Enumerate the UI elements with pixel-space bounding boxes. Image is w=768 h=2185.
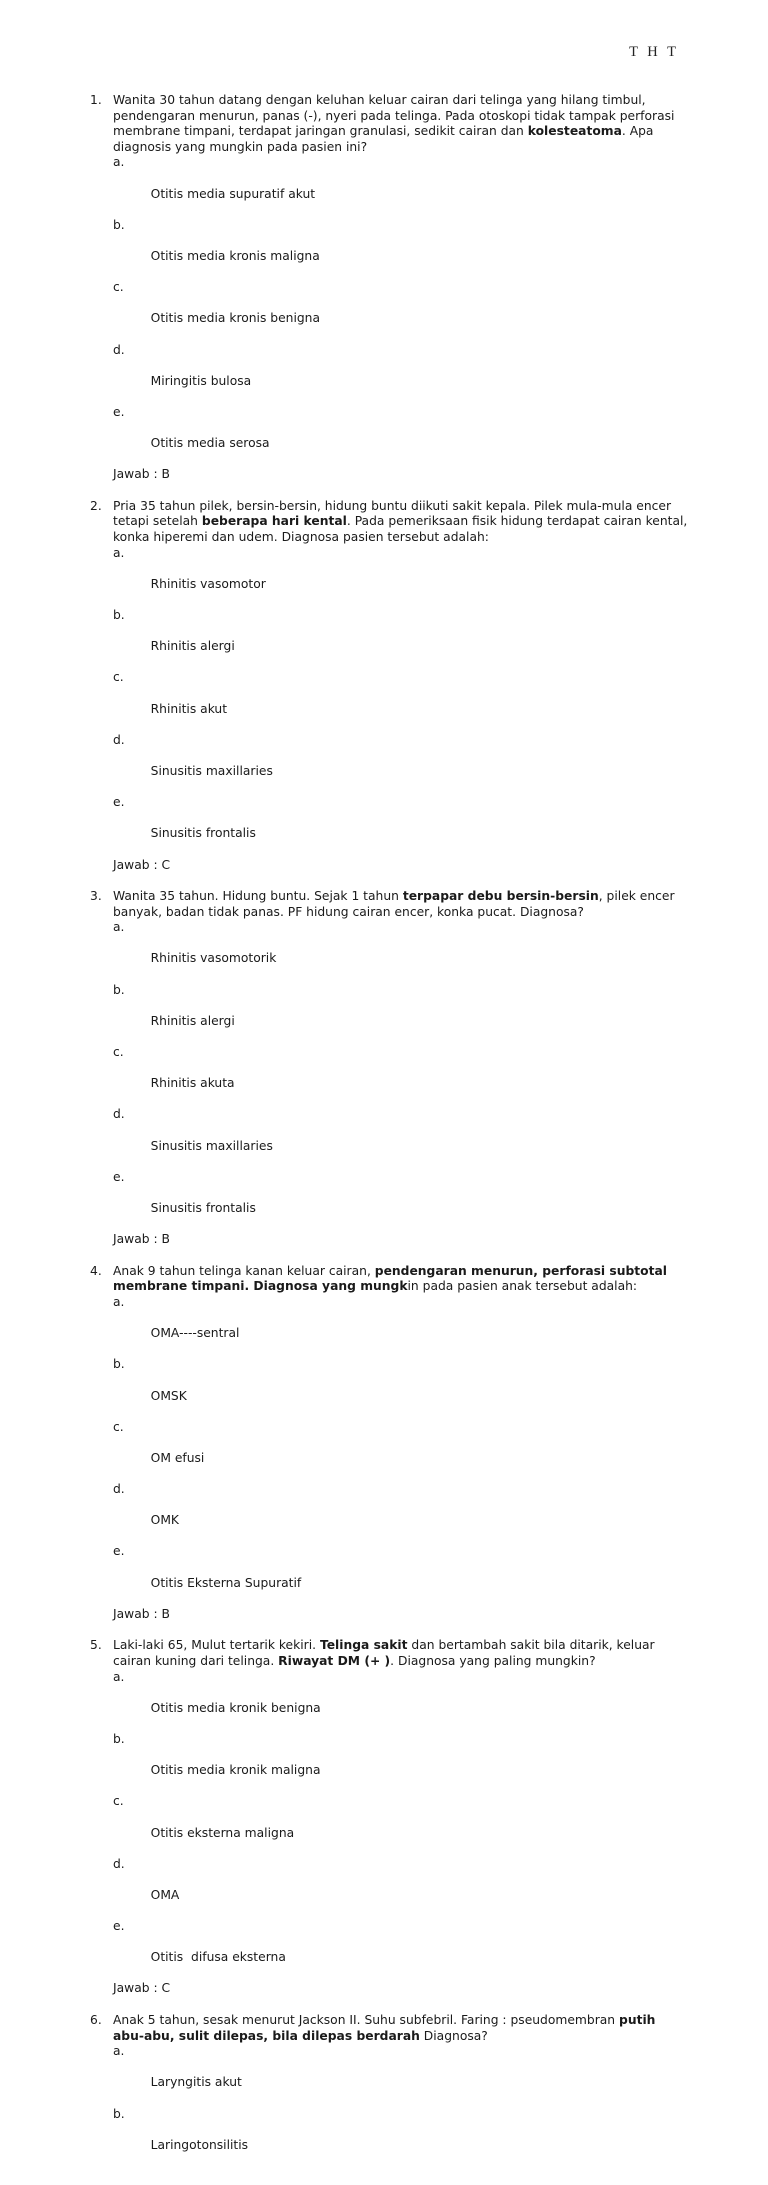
answer-option-e xyxy=(113,1170,690,1232)
option-text: Rhinitis akuta xyxy=(150,1076,235,1091)
option-text: OMSK xyxy=(150,1388,187,1403)
answer-option-d xyxy=(113,1857,690,1919)
option-letter: d. xyxy=(113,1107,125,1122)
answer-key: Jawab : B xyxy=(113,467,170,482)
option-letter: a. xyxy=(113,1669,125,1684)
option-letter: b. xyxy=(113,217,125,232)
text-segment: . Pada pemeriksaan fisik hidung terdapat cairan kental, konka hiperemi dan udem. Diagnosa pasien tersebut adalah: xyxy=(113,514,688,545)
option-letter: b. xyxy=(113,982,125,997)
answer-option-c xyxy=(113,280,690,342)
question-list xyxy=(90,93,690,2185)
option-list xyxy=(113,1295,690,1607)
option-text: OMA----sentral xyxy=(150,1326,240,1341)
question-number: 3. xyxy=(90,889,102,904)
option-letter: b. xyxy=(113,2106,125,2121)
question-number: 6. xyxy=(90,2013,102,2028)
question-text xyxy=(113,1264,690,1295)
option-text: Otitis difusa eksterna xyxy=(150,1950,286,1965)
option-text: Rhinitis vasomotor xyxy=(150,576,266,591)
option-text: Otitis Eksterna Supuratif xyxy=(150,1575,302,1590)
bold-text: Telinga sakit xyxy=(319,1638,408,1653)
option-letter: e. xyxy=(113,1544,125,1559)
option-letter: b. xyxy=(113,608,125,622)
option-letter: d. xyxy=(113,732,125,747)
answer-option-d xyxy=(113,1107,690,1169)
option-list xyxy=(113,155,690,467)
answer-option-c xyxy=(113,1045,690,1107)
question-number: 4. xyxy=(90,1263,102,1278)
answer-option-b xyxy=(113,2107,690,2169)
option-list xyxy=(113,920,690,1232)
question-number: 5. xyxy=(90,1638,102,1653)
text-segment: , pilek encer banyak, badan tidak panas. PF hidung cairan encer, konka pucat. Diagnosa? xyxy=(113,889,675,919)
answer-option-a xyxy=(113,920,690,982)
answer-option-d xyxy=(113,1482,690,1544)
answer-option-d xyxy=(113,343,690,405)
bold-text: kolesteatoma xyxy=(527,124,622,139)
question-2 xyxy=(90,499,690,873)
answer-key: Jawab : C xyxy=(113,1981,171,1996)
option-letter: c. xyxy=(113,280,124,295)
option-letter: b. xyxy=(113,1731,125,1746)
option-text: Rhinitis alergi xyxy=(150,639,235,654)
option-letter: c. xyxy=(113,1045,124,1060)
answer-key: Jawab : B xyxy=(113,1232,170,1247)
text-segment: Wanita 30 tahun datang dengan keluhan keluar cairan dari telinga yang hilang timbul, pendengaran menurun, panas (-), nyeri pada telinga. Pada otoskopi tidak tampak perforasi membrane timpani, terdapat jaringan granulasi, sedikit cairan dan xyxy=(113,93,675,139)
answer-option-c xyxy=(113,1794,690,1856)
option-letter: c. xyxy=(113,1419,124,1434)
option-letter: a. xyxy=(113,545,125,560)
question-text xyxy=(113,889,690,920)
answer-option-a xyxy=(113,1295,690,1357)
text-segment: Diagnosa? xyxy=(419,2028,488,2043)
question-number: 2. xyxy=(90,498,102,513)
option-letter: e. xyxy=(113,404,125,419)
bold-text: terpapar debu bersin-bersin xyxy=(402,889,599,904)
option-text: Rhinitis vasomotorik xyxy=(150,951,277,966)
bold-text: putih abu-abu, sulit dilepas, bila dilepas berdarah xyxy=(113,2013,656,2043)
option-list xyxy=(113,546,690,858)
answer-option-c xyxy=(113,1420,690,1482)
option-letter: a. xyxy=(113,920,125,935)
question-text xyxy=(113,2013,690,2044)
answer-option-e xyxy=(113,795,690,857)
option-letter: a. xyxy=(113,2044,125,2059)
option-text: Otitis media kronik benigna xyxy=(150,1700,321,1715)
answer-key: Jawab : C xyxy=(113,857,171,872)
question-6 xyxy=(90,2013,690,2169)
answer-option-e xyxy=(113,405,690,467)
question-4 xyxy=(90,1264,690,1623)
option-text: Sinusitis frontalis xyxy=(150,826,256,841)
option-text: Miringitis bulosa xyxy=(150,373,252,388)
option-text: Sinusitis frontalis xyxy=(150,1200,256,1215)
option-letter: a. xyxy=(113,1294,125,1309)
answer-option-e xyxy=(113,1919,690,1981)
page-header: T H T xyxy=(629,44,679,60)
option-letter: b. xyxy=(113,1357,125,1372)
option-letter: e. xyxy=(113,1169,125,1184)
option-text: Rhinitis akut xyxy=(150,701,228,716)
option-text: Otitis media kronis benigna xyxy=(150,311,320,326)
text-segment: Wanita 35 tahun. Hidung buntu. Sejak 1 tahun xyxy=(113,889,403,904)
option-text: Otitis media supuratif akut xyxy=(150,186,316,201)
option-text: Laringotonsilitis xyxy=(150,2137,249,2152)
option-text: Otitis eksterna maligna xyxy=(150,1825,295,1840)
option-letter: e. xyxy=(113,1919,125,1934)
text-segment: Pria 35 tahun pilek, bersin-bersin, hidung buntu diikuti sakit kepala. Pilek mula-mula encer tetapi setelah xyxy=(113,498,672,529)
option-letter: d. xyxy=(113,1482,125,1497)
option-text: Sinusitis maxillaries xyxy=(150,763,273,778)
option-letter: d. xyxy=(113,342,125,357)
option-text: Sinusitis maxillaries xyxy=(150,1138,273,1153)
question-text xyxy=(113,499,690,546)
answer-option-a xyxy=(113,155,690,217)
option-list xyxy=(113,2044,690,2169)
option-letter: e. xyxy=(113,795,125,810)
option-text: Otitis media kronik maligna xyxy=(150,1763,321,1778)
answer-option-d xyxy=(113,733,690,795)
answer-option-b xyxy=(113,1732,690,1794)
answer-option-e xyxy=(113,1544,690,1606)
answer-key: Jawab : B xyxy=(113,1606,170,1621)
option-text: Otitis media kronis maligna xyxy=(150,248,320,263)
option-text: OMK xyxy=(150,1513,179,1528)
answer-option-a xyxy=(113,1670,690,1732)
question-5 xyxy=(90,1638,690,1997)
option-letter: d. xyxy=(113,1856,125,1871)
text-segment: Laki-laki 65, Mulut tertarik kekiri. xyxy=(113,1638,320,1653)
question-1 xyxy=(90,93,690,483)
text-segment: dan bertambah sakit bila ditarik, keluar cairan kuning dari telinga. xyxy=(113,1638,655,1668)
text-segment: Anak 9 tahun telinga kanan keluar cairan, xyxy=(113,1263,375,1278)
answer-option-a xyxy=(113,2044,690,2106)
option-text: OM efusi xyxy=(150,1450,205,1465)
option-letter: c. xyxy=(113,1794,124,1809)
option-text: Rhinitis alergi xyxy=(150,1013,235,1028)
question-text xyxy=(113,1638,690,1669)
answer-option-a xyxy=(113,546,690,608)
answer-option-b xyxy=(113,608,690,670)
text-segment: in pada pasien anak tersebut adalah: xyxy=(407,1279,638,1294)
answer-option-b xyxy=(113,218,690,280)
answer-option-b xyxy=(113,983,690,1045)
question-3 xyxy=(90,889,690,1248)
text-segment: . Diagnosa yang paling mungkin? xyxy=(390,1654,596,1668)
option-text: Laryngitis akut xyxy=(150,2075,242,2090)
option-text: Otitis media serosa xyxy=(150,436,270,451)
bold-text: Riwayat DM (+ ) xyxy=(278,1654,391,1668)
text-segment: Anak 5 tahun, sesak menurut Jackson II. Suhu subfebril. Faring : pseudomembran xyxy=(113,2013,620,2028)
answer-option-b xyxy=(113,1357,690,1419)
question-number: 1. xyxy=(90,93,102,107)
option-text: OMA xyxy=(150,1887,180,1902)
option-letter: c. xyxy=(113,670,124,685)
answer-option-c xyxy=(113,670,690,732)
bold-text: pendengaran menurun, perforasi subtotal membrane timpani. Diagnosa yang mungk xyxy=(113,1263,668,1294)
question-text xyxy=(113,93,690,155)
option-letter: a. xyxy=(113,155,125,170)
text-segment: . Apa diagnosis yang mungkin pada pasien ini? xyxy=(113,124,654,154)
option-list xyxy=(113,1670,690,1982)
bold-text: beberapa hari kental xyxy=(201,514,347,529)
